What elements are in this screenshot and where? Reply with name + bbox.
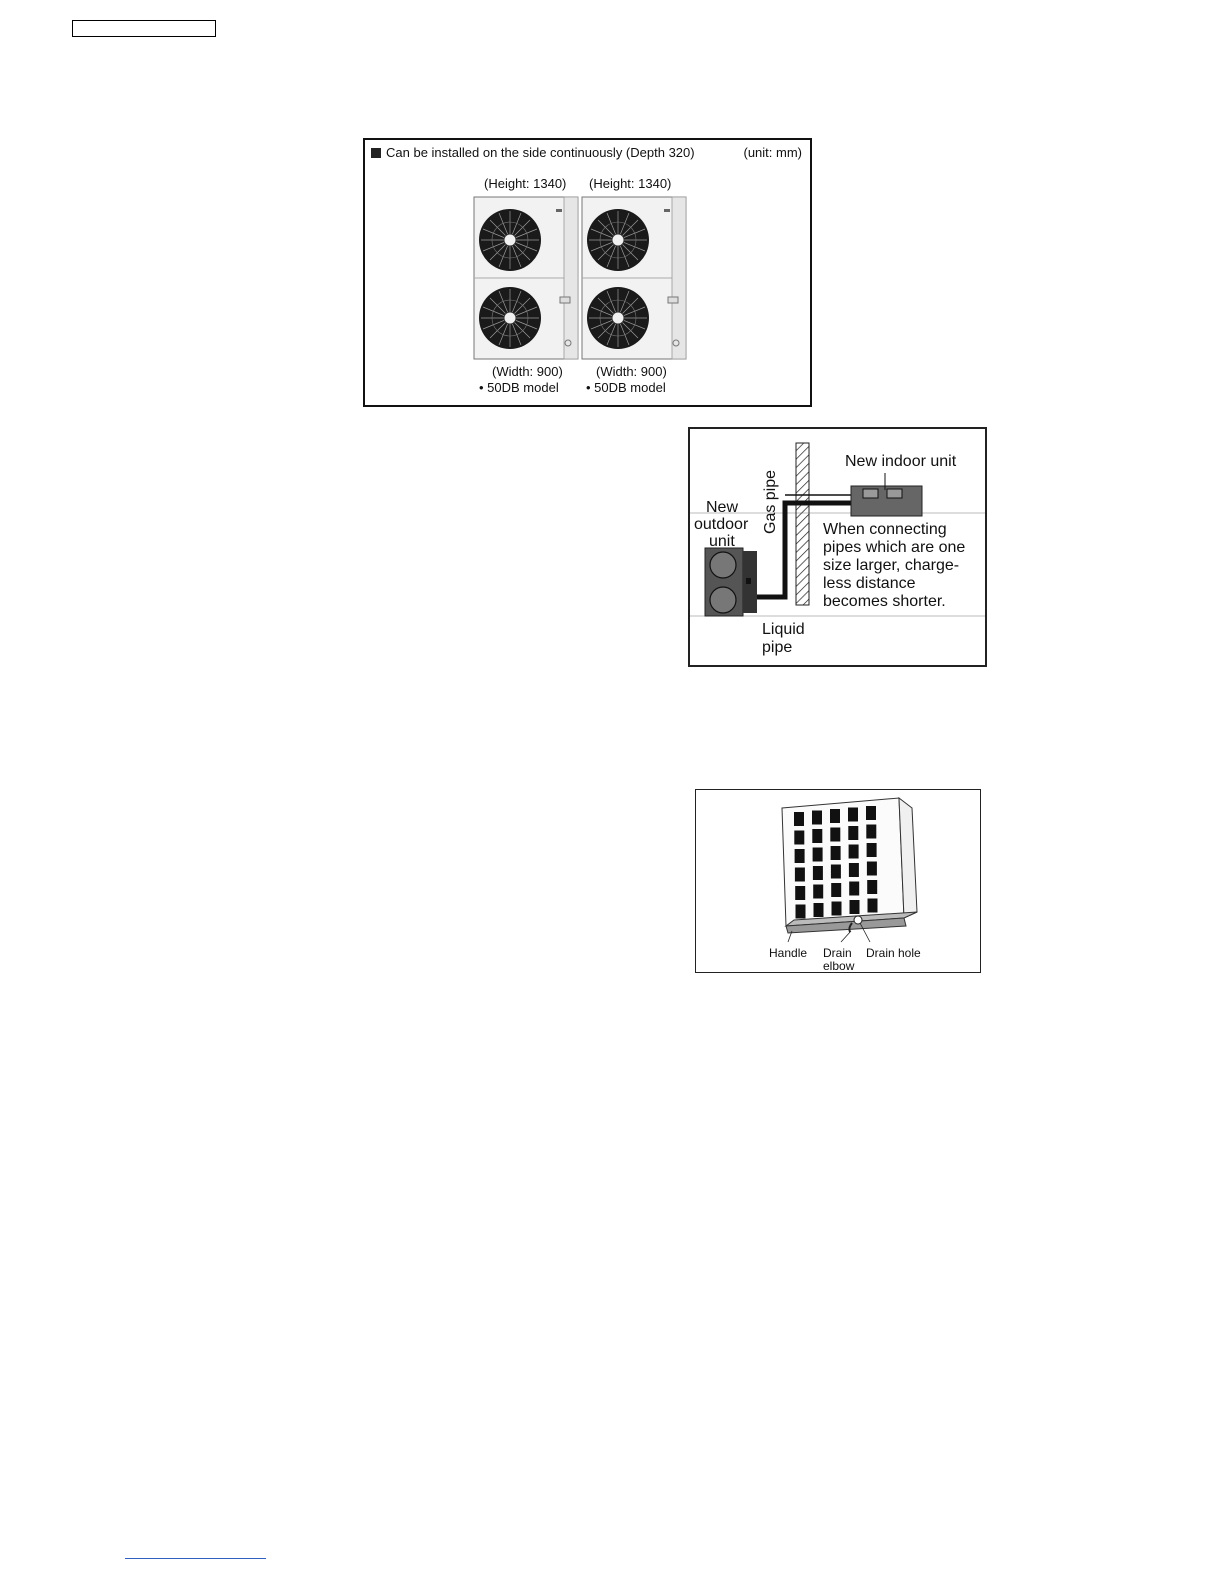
grille-slot <box>866 806 876 820</box>
grille-slot <box>812 811 822 825</box>
grille-slot <box>830 809 840 823</box>
drain-diagram <box>695 789 981 973</box>
gas-pipe-label-group <box>762 470 779 534</box>
note-line2: pipes which are one <box>823 539 966 556</box>
grille-slot <box>849 845 859 859</box>
note-line4: less distance <box>823 575 916 592</box>
grille-slot <box>813 885 823 899</box>
figure-title: Can be installed on the side continuously (Depth 320) <box>386 145 695 160</box>
grille-slot <box>866 825 876 839</box>
header-box <box>72 20 216 37</box>
grille-slot <box>868 899 878 913</box>
grille-slot <box>831 865 841 879</box>
bullet-square-icon <box>371 148 381 158</box>
outdoor-units-image <box>472 195 690 361</box>
grille-slot <box>813 848 823 862</box>
right-height-label: (Height: 1340) <box>589 176 672 191</box>
grille-slot <box>830 828 840 842</box>
grille-slot <box>867 843 877 857</box>
grille-slot <box>848 808 858 822</box>
grille-slot <box>795 868 805 882</box>
note-line3: size larger, charge- <box>823 557 960 574</box>
liquid-pipe-label-line1: Liquid <box>762 621 805 638</box>
outdoor-label-line3: unit <box>709 533 735 550</box>
grille-slot <box>795 886 805 900</box>
grille-slot <box>850 900 860 914</box>
indoor-unit-label: New indoor unit <box>845 453 957 470</box>
grille-slot <box>848 826 858 840</box>
grille-slot <box>832 902 842 916</box>
grille-slot <box>849 863 859 877</box>
grille-slot <box>867 862 877 876</box>
grille-slot <box>813 866 823 880</box>
gas-pipe-label: Gas pipe <box>762 469 779 534</box>
right-model-label: • 50DB model <box>586 380 666 395</box>
grille-slot <box>794 812 804 826</box>
left-height-label: (Height: 1340) <box>484 176 567 191</box>
grille-slot <box>814 903 824 917</box>
grille-slot <box>849 882 859 896</box>
grille-slot <box>867 880 877 894</box>
grille-slot <box>812 829 822 843</box>
footer-link-underline <box>125 1558 266 1559</box>
grille-slot <box>831 846 841 860</box>
handle-label: Handle <box>769 946 808 960</box>
liquid-pipe-label-line2: pipe <box>762 639 793 656</box>
drain-elbow-label-line1: Drain <box>823 946 852 960</box>
side-installation-figure <box>363 138 812 407</box>
right-width-label: (Width: 900) <box>596 364 667 379</box>
drain-hole-label: Drain hole <box>866 946 921 960</box>
left-width-label: (Width: 900) <box>492 364 563 379</box>
unit-label: (unit: mm) <box>743 145 802 160</box>
grille-slot <box>796 905 806 919</box>
piping-diagram <box>688 427 987 667</box>
grille-slot <box>795 849 805 863</box>
note-line1: When connecting <box>823 521 947 538</box>
outdoor-label-line1: New <box>706 499 739 516</box>
note-line5: becomes shorter. <box>823 593 946 610</box>
left-model-label: • 50DB model <box>479 380 559 395</box>
grille-slot <box>831 883 841 897</box>
outdoor-label-line2: outdoor <box>694 516 749 533</box>
grille-slot <box>794 831 804 845</box>
drain-elbow-label-line2: elbow <box>823 959 855 973</box>
